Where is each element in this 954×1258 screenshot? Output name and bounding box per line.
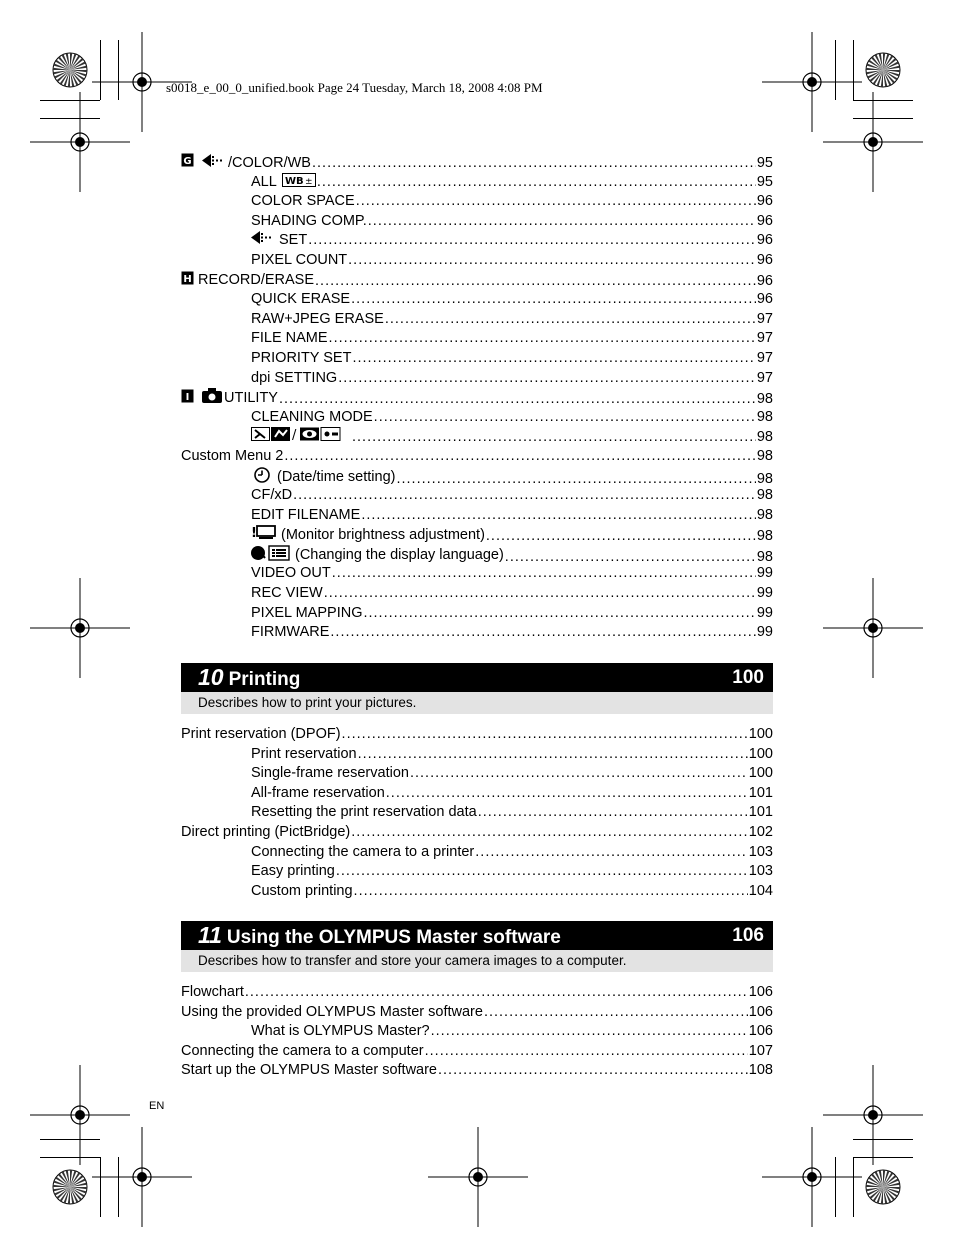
toc-entry-label (251, 604, 362, 624)
toc-leader-dots (245, 983, 748, 1003)
crop-line (853, 1157, 854, 1217)
crop-line (853, 1157, 913, 1158)
toc-entry (181, 584, 773, 604)
toc-entry-label (251, 506, 360, 526)
menu-tab-ih-icon (181, 271, 194, 292)
toc-leader-dots (312, 154, 756, 174)
toc-entry-page: 99 (756, 604, 773, 621)
toc-entry (181, 310, 773, 330)
toc-entry-text: VIDEO OUT (251, 565, 331, 582)
toc-entry-page: 96 (756, 291, 773, 308)
svg-text:I: I (185, 391, 190, 403)
toc-entry-page: 98 (756, 506, 773, 523)
toc-leader-dots (284, 447, 756, 467)
toc-leader-dots (308, 231, 756, 251)
svg-text:WB: WB (284, 175, 304, 187)
toc-entry-label (251, 564, 331, 584)
toc-entry (181, 231, 773, 251)
chapter-description: Describes how to transfer and store your camera images to a computer. (181, 950, 773, 972)
toc-entry-page: 96 (756, 193, 773, 210)
toc-entry-text: EDIT FILENAME (251, 506, 361, 523)
toc-entry (181, 486, 773, 506)
color-star-target (52, 1169, 88, 1210)
toc-entry (181, 745, 773, 765)
toc-entry-label (251, 525, 485, 547)
color-star-target (865, 52, 901, 93)
toc-entry (181, 506, 773, 526)
toc-entry-label (251, 784, 385, 804)
color-star-target (52, 52, 88, 93)
chapter-number: 11 (198, 922, 222, 948)
toc-entry (181, 882, 773, 902)
toc-entry-text: dpi SETTING (251, 369, 338, 386)
toc-entry-text: Connecting the camera to a computer (181, 1042, 424, 1059)
toc-entry-label (181, 983, 244, 1003)
toc-leader-dots (332, 564, 756, 584)
crop-line (40, 118, 100, 119)
toc-entry-page: 106 (748, 984, 773, 1000)
toc-leader-dots (338, 369, 756, 389)
toc-entry (181, 525, 773, 545)
svg-text:H: H (183, 273, 192, 285)
toc-leader-dots (315, 272, 756, 292)
toc-entry (181, 408, 773, 428)
chapter-title: Using the OLYMPUS Master software (226, 927, 561, 948)
toc-entry (181, 1003, 773, 1023)
toc-entry (181, 983, 773, 1003)
registration-mark (823, 92, 923, 197)
toc-entry-label (251, 173, 316, 194)
toc-entry-page: 97 (756, 310, 773, 327)
toc-entry-text: PIXEL COUNT (251, 251, 348, 268)
registration-mark (823, 1065, 923, 1170)
toc-entry (181, 388, 773, 408)
toc-entry-text: RECORD/ERASE (198, 272, 315, 289)
toc-entry-label (181, 388, 278, 410)
svg-text:G: G (183, 156, 192, 167)
toc-entry (181, 604, 773, 624)
toc-entry-text: /COLOR/WB (228, 154, 311, 171)
chapter-11-title-bar (181, 921, 773, 950)
crop-line (853, 1139, 913, 1140)
toc-entry-text: CF/xD (251, 487, 293, 504)
toc-entry (181, 192, 773, 212)
toc-entry-label (251, 329, 328, 349)
menu-tab-ig-icon (181, 153, 194, 174)
toc-entry-text: All-frame reservation (251, 784, 385, 801)
toc-leader-dots (438, 1061, 748, 1081)
toc-leader-dots (352, 349, 755, 369)
toc-leader-dots (356, 192, 756, 212)
toc-entry-label (181, 1061, 437, 1081)
toc-entry-page: 102 (748, 823, 773, 840)
toc-entry (181, 1022, 773, 1042)
toc-entry-text: CLEANING MODE (251, 408, 373, 425)
toc-entry-page: 98 (756, 390, 773, 407)
toc-entry-page: 101 (748, 784, 773, 801)
toc-entry (181, 862, 773, 882)
toc-entry-text: Single-frame reservation (251, 765, 409, 782)
crop-line (40, 1139, 100, 1140)
toc-entry-label (251, 584, 323, 604)
toc-entry-text: SET (279, 232, 308, 249)
toc-entry (181, 564, 773, 584)
toc-entry (181, 251, 773, 271)
chapter-number: 10 (198, 664, 224, 690)
crop-line (100, 1157, 101, 1217)
language-marker: EN (149, 1100, 165, 1112)
image-quality-icon (202, 154, 226, 174)
crop-line (853, 40, 854, 100)
toc-entry-text: Easy printing (251, 863, 335, 880)
toc-entry-page: 98 (756, 470, 773, 487)
toc-entry-page: 100 (748, 745, 773, 762)
toc-section-printing (181, 725, 773, 901)
toc-entry-page: 99 (756, 585, 773, 602)
toc-entry (181, 173, 773, 193)
toc-entry (181, 1061, 773, 1081)
toc-leader-dots (361, 506, 756, 526)
toc-entry (181, 349, 773, 369)
toc-leader-dots (478, 803, 748, 823)
toc-entry-text: UTILITY (224, 390, 278, 407)
toc-leader-dots (431, 1022, 748, 1042)
toc-leader-dots (324, 584, 756, 604)
toc-entry-text: ALL (251, 174, 277, 191)
toc-entry-page: 103 (748, 863, 773, 880)
toc-entry-text: COLOR SPACE (251, 193, 355, 210)
svg-text:/: / (292, 428, 297, 442)
toc-leader-dots (330, 623, 755, 643)
toc-entry-label (251, 290, 350, 310)
toc-entry-page: 98 (756, 548, 773, 565)
toc-entry-page: 97 (756, 330, 773, 347)
toc-entry (181, 153, 773, 173)
toc-leader-dots (336, 862, 748, 882)
toc-entry (181, 803, 773, 823)
toc-entry-page: 106 (748, 1003, 773, 1020)
toc-entry-page: 104 (748, 882, 773, 899)
toc-leader-dots (363, 604, 755, 624)
crop-line (40, 1157, 100, 1158)
image-quality-icon (251, 231, 275, 251)
toc-entry-page: 98 (756, 429, 773, 446)
toc-entry-page: 98 (756, 528, 773, 545)
toc-entry (181, 623, 773, 643)
toc-entry-text: PIXEL MAPPING (251, 604, 363, 621)
toc-leader-dots (293, 486, 756, 506)
toc-entry-page: 96 (756, 251, 773, 268)
svg-text:!: ! (251, 526, 257, 541)
toc-entry-page: 106 (748, 1023, 773, 1040)
toc-entry-label (251, 369, 337, 389)
registration-mark (30, 578, 130, 683)
toc-entry (181, 369, 773, 389)
toc-leader-dots (385, 310, 756, 330)
toc-entry-text: FILE NAME (251, 330, 328, 347)
crop-line (835, 1157, 836, 1217)
chapter-description: Describes how to print your pictures. (181, 692, 773, 714)
toc-entry-page: 95 (756, 155, 773, 171)
toc-entry-text: REC VIEW (251, 585, 323, 602)
toc-entry-label (251, 745, 357, 765)
toc-entry-text: Print reservation (251, 745, 357, 762)
color-star-target (865, 1169, 901, 1210)
toc-leader-dots (425, 1042, 748, 1062)
monitor-brightness-icon (251, 525, 277, 547)
toc-entry-label (181, 271, 314, 292)
menu-tab-ii-icon (181, 389, 194, 410)
registration-mark (30, 92, 130, 197)
toc-entry-label (251, 862, 335, 882)
toc-entry (181, 447, 773, 467)
chapter-10-title-bar (181, 663, 773, 692)
chapter-page: 106 (732, 924, 764, 946)
toc-entry-label (251, 427, 351, 448)
toc-entry-text: PRIORITY SET (251, 349, 352, 366)
toc-entry-page: 101 (748, 804, 773, 821)
toc-entry-label (251, 310, 384, 330)
toc-entry-label (181, 725, 341, 745)
toc-entry-text: RAW+JPEG ERASE (251, 310, 384, 327)
toc-leader-dots (351, 290, 756, 310)
toc-entry-text: Using the provided OLYMPUS Master software (181, 1003, 483, 1020)
toc-entry-text: Custom printing (251, 882, 353, 899)
crop-line (853, 100, 913, 101)
toc-section-custom-menu (181, 153, 773, 643)
toc-entry-page: 98 (756, 408, 773, 425)
toc-leader-dots (351, 823, 748, 843)
toc-leader-dots (410, 764, 748, 784)
toc-entry (181, 212, 773, 232)
crop-line (835, 40, 836, 100)
toc-entry-text: SHADING COMP. (251, 212, 367, 229)
toc-entry-text: Start up the OLYMPUS Master software (181, 1062, 437, 1079)
toc-leader-dots (354, 882, 748, 902)
toc-entry-text: Print reservation (DPOF) (181, 726, 341, 742)
toc-entry-text: Flowchart (181, 984, 244, 1000)
toc-leader-dots (348, 251, 756, 271)
toc-entry-page: 108 (748, 1062, 773, 1079)
toc-entry-label (251, 408, 373, 428)
toc-entry-label (251, 764, 409, 784)
toc-entry-page: 96 (756, 232, 773, 249)
toc-leader-dots (342, 725, 748, 745)
toc-entry (181, 764, 773, 784)
toc-entry-page: 99 (756, 565, 773, 582)
toc-entry-label (251, 1022, 430, 1042)
toc-entry-label (251, 486, 292, 506)
toc-entry-page: 100 (748, 726, 773, 742)
toc-entry-page: 98 (756, 487, 773, 504)
toc-entry-page: 95 (756, 174, 773, 191)
toc-entry-page: 96 (756, 212, 773, 229)
toc-leader-dots (386, 784, 748, 804)
chapter-11-banner (181, 921, 773, 972)
toc-entry-label (251, 231, 307, 251)
crop-line (40, 100, 100, 101)
toc-entry (181, 329, 773, 349)
toc-entry-text: (Monitor brightness adjustment) (281, 527, 485, 544)
toc-entry (181, 784, 773, 804)
toc-entry-label (251, 803, 477, 823)
toc-entry-page: 97 (756, 349, 773, 366)
toc-entry-page: 107 (748, 1042, 773, 1059)
toc-entry-label (251, 882, 353, 902)
toc-leader-dots (368, 212, 756, 232)
toc-leader-dots (317, 173, 756, 193)
crop-line (853, 118, 913, 119)
toc-entry-text: Resetting the print reservation data (251, 804, 477, 821)
toc-entry-text: FIRMWARE (251, 624, 330, 641)
toc-entry-page: 99 (756, 624, 773, 641)
toc-entry (181, 843, 773, 863)
toc-entry-page: 96 (756, 272, 773, 289)
toc-leader-dots (358, 745, 748, 765)
toc-entry-label (251, 212, 367, 232)
sound-icons-group (251, 427, 349, 448)
toc-entry-label (251, 349, 351, 369)
toc-entry-label (181, 1042, 424, 1062)
toc-entry-label (181, 447, 283, 467)
chapter-10-banner (181, 663, 773, 714)
chapter-title: Printing (228, 669, 301, 690)
toc-section-olympus-master (181, 983, 773, 1081)
toc-entry-label (251, 843, 474, 863)
svg-text:±: ± (304, 176, 313, 187)
toc-entry-label (251, 192, 355, 212)
toc-entry-label (181, 153, 311, 174)
toc-entry-text: QUICK ERASE (251, 291, 351, 308)
registration-mark (30, 1065, 130, 1170)
toc-entry-label (181, 823, 350, 843)
toc-entry-label (251, 251, 347, 271)
toc-leader-dots (475, 843, 748, 863)
toc-entry-text: Custom Menu 2 (181, 447, 284, 464)
toc-entry-page: 98 (756, 447, 773, 464)
toc-entry-text: What is OLYMPUS Master? (251, 1023, 430, 1040)
toc-entry (181, 290, 773, 310)
toc-entry (181, 427, 773, 447)
toc-entry-page: 97 (756, 369, 773, 386)
toc-leader-dots (352, 428, 756, 448)
toc-entry (181, 725, 773, 745)
toc-leader-dots (486, 527, 756, 547)
registration-mark (428, 1127, 528, 1232)
toc-entry (181, 467, 773, 487)
toc-entry-text: Direct printing (PictBridge) (181, 823, 351, 840)
toc-leader-dots (279, 390, 756, 410)
toc-leader-dots (329, 329, 756, 349)
toc-entry (181, 271, 773, 291)
toc-leader-dots (374, 408, 756, 428)
toc-entry (181, 1042, 773, 1062)
toc-entry-text: (Date/time setting) (277, 469, 396, 485)
toc-entry-label (181, 1003, 483, 1023)
toc-entry-page: 100 (748, 765, 773, 782)
toc-entry-text: (Changing the display language) (295, 547, 504, 564)
book-info-header: s0018_e_00_0_unified.book Page 24 Tuesday, March 18, 2008 4:08 PM (166, 80, 543, 95)
toc-entry-label (251, 623, 329, 643)
crop-line (118, 40, 119, 100)
toc-entry (181, 545, 773, 565)
crop-line (100, 40, 101, 100)
toc-entry-page: 103 (748, 843, 773, 860)
toc-leader-dots (484, 1003, 748, 1023)
registration-mark (823, 578, 923, 683)
chapter-page: 100 (732, 666, 764, 688)
toc-entry-text: Connecting the camera to a printer (251, 843, 475, 860)
camera-icon (202, 388, 222, 410)
toc-entry (181, 823, 773, 843)
wb-compensation-icon (282, 173, 316, 194)
crop-line (118, 1157, 119, 1217)
